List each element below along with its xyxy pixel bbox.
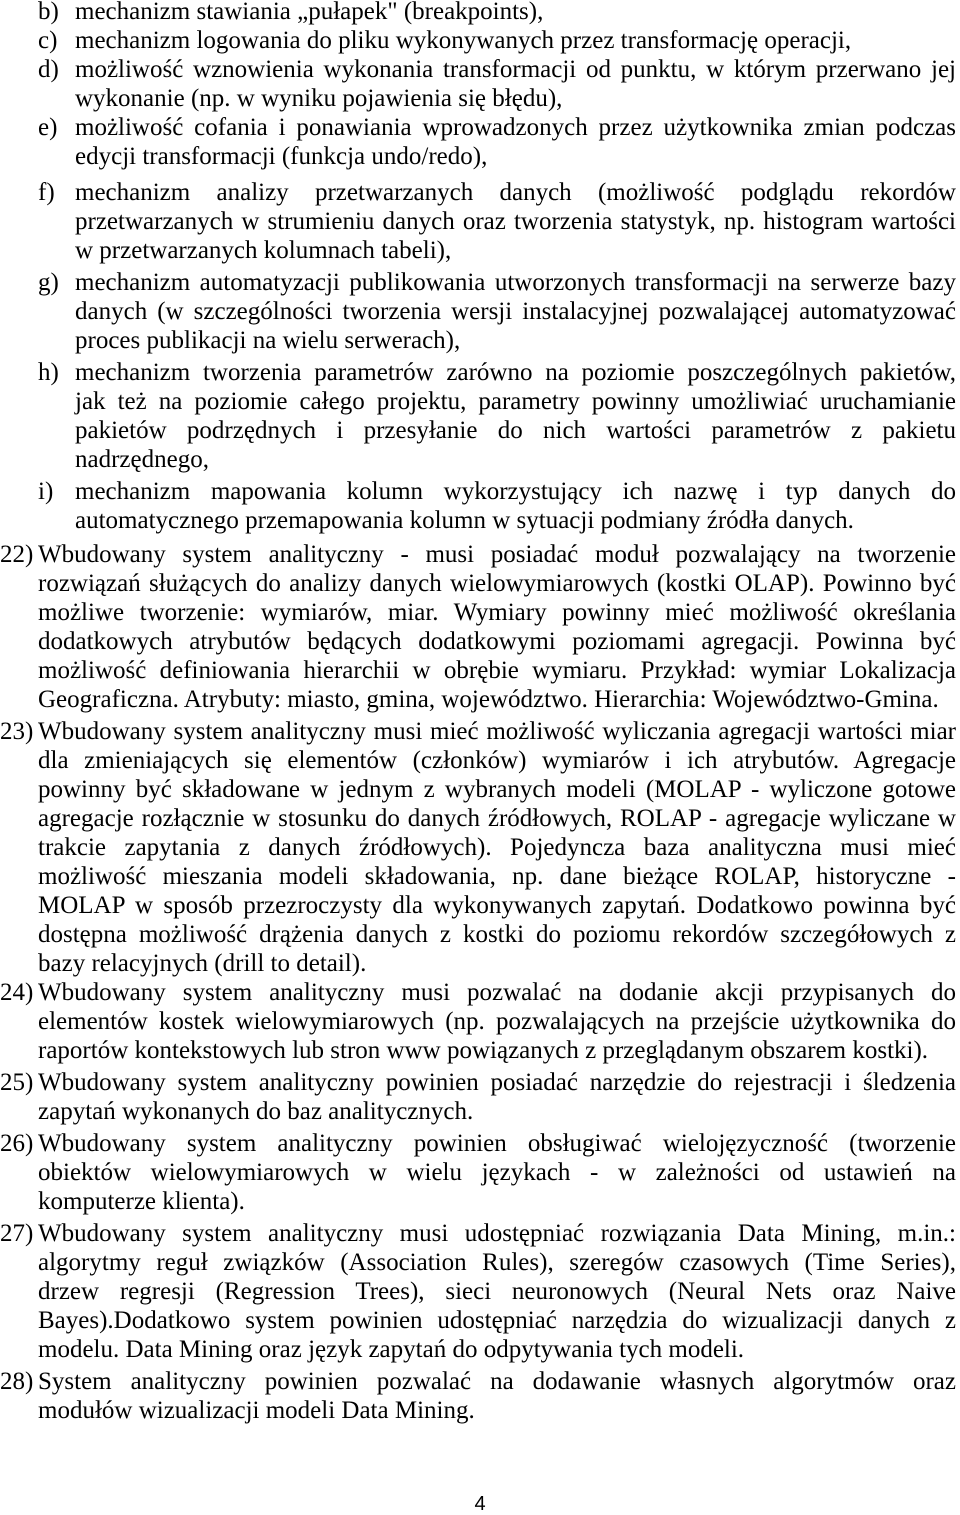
- text-line: dostępna możliwość drążenia danych z kostki do poziomu rekordów szczegółowych z: [38, 921, 956, 948]
- text-line: mechanizm automatyzacji publikowania utworzonych transformacji na serwerze bazy: [75, 269, 956, 296]
- item-text: [38, 1068, 956, 1126]
- list-item-25: [0, 1068, 956, 1126]
- item-text: [38, 978, 956, 1065]
- item-label: b): [38, 0, 59, 25]
- sub-item-f: [38, 178, 956, 265]
- text-line: pakietów podrzędnych i przesyłanie do nich wartości parametrów z pakietu: [75, 417, 956, 444]
- sub-item-i: [38, 477, 956, 535]
- text-line: modułów wizualizacji modeli Data Mining.: [38, 1397, 475, 1424]
- item-text: [75, 55, 956, 113]
- item-label: i): [38, 478, 54, 505]
- text-line: zapytań wykonanych do baz analitycznych.: [38, 1098, 474, 1125]
- item-label: 28): [0, 1368, 34, 1395]
- text-line: wykonanie (np. w wyniku pojawienia się błędu),: [75, 85, 563, 112]
- text-line: Geograficzna. Atrybuty: miasto, gmina, województwo. Hierarchia: Województwo-Gmina.: [38, 686, 939, 713]
- item-text: [75, 26, 956, 55]
- text-line: Wbudowany system analityczny musi udostępniać rozwiązania Data Mining, m.in.:: [38, 1220, 956, 1247]
- text-line: Wbudowany system analityczny - musi posiadać moduł pozwalający na tworzenie: [38, 541, 956, 568]
- item-text: [75, 477, 956, 535]
- sub-item-d: [38, 55, 956, 113]
- text-line: dla zmieniających się elementów (członków) wymiarów i ich atrybutów. Agregacje: [38, 747, 956, 774]
- item-text: [75, 113, 956, 171]
- list-item-26: [0, 1129, 956, 1216]
- text-line: edycji transformacji (funkcja undo/redo),: [75, 143, 488, 170]
- text-line: mechanizm stawiania „pułapek" (breakpoints),: [75, 0, 544, 25]
- list-item-22: [0, 540, 956, 714]
- item-text: [38, 540, 956, 714]
- item-text: [38, 1129, 956, 1216]
- text-line: danych (w szczególności tworzenia wersji instalacyjnej pozwalającej automatyzować: [75, 298, 956, 325]
- item-label: 23): [0, 718, 34, 745]
- text-line: Wbudowany system analityczny powinien obsługiwać wielojęzyczność (tworzenie: [38, 1130, 956, 1157]
- text-line: możliwe tworzenie: wymiarów, miar. Wymiary powinny mieć możliwość określania: [38, 599, 956, 626]
- text-line: możliwość definiowania hierarchii w obrębie wymiaru. Przykład: wymiar Lokalizacja: [38, 657, 956, 684]
- text-line: w przetwarzanych kolumnach tabeli),: [75, 237, 452, 264]
- item-text: [38, 1367, 956, 1425]
- text-line: proces publikacji na wielu serwerach),: [75, 327, 461, 354]
- sub-item-g: [38, 268, 956, 355]
- text-line: modelu. Data Mining oraz język zapytań do odpytywania tych modeli.: [38, 1336, 745, 1363]
- text-line: obiektów wielowymiarowych w wielu językach - w zależności od ustawień na: [38, 1159, 956, 1186]
- text-line: System analityczny powinien pozwalać na dodawanie własnych algorytmów oraz: [38, 1368, 956, 1395]
- text-line: nadrzędnego,: [75, 446, 209, 473]
- text-line: możliwość cofania i ponawiania wprowadzonych przez użytkownika zmian podczas: [75, 114, 956, 141]
- text-line: Wbudowany system analityczny musi pozwalać na dodanie akcji przypisanych do: [38, 979, 956, 1006]
- sub-item-c: [38, 26, 956, 55]
- item-label: 22): [0, 541, 34, 568]
- sub-item-e: [38, 113, 956, 171]
- text-line: mechanizm mapowania kolumn wykorzystujący ich nazwę i typ danych do: [75, 478, 956, 505]
- text-line: możliwość wznowienia wykonania transformacji od punktu, w którym przerwano jej: [75, 56, 956, 83]
- text-line: algorytmy reguł związków (Association Rules), szeregów czasowych (Time Series),: [38, 1249, 956, 1276]
- text-line: rozwiązań służących do analizy danych wielowymiarowych (kostki OLAP). Powinno być: [38, 570, 956, 597]
- text-line: MOLAP w sposób przezroczysty dla wykonywanych zapytań. Dodatkowo powinna być: [38, 892, 956, 919]
- page-number: 4: [474, 1493, 486, 1515]
- text-line: agregacje rozłącznie w stosunku do danych źródłowych, ROLAP - agregacje wyliczane w: [38, 805, 956, 832]
- text-line: Bayes).Dodatkowo system powinien udostępniać narzędzia do wizualizacji danych z: [38, 1307, 956, 1334]
- text-line: mechanizm tworzenia parametrów zarówno na poziomie poszczególnych pakietów,: [75, 359, 956, 386]
- text-line: mechanizm logowania do pliku wykonywanych przez transformację operacji,: [75, 27, 852, 54]
- item-label: h): [38, 359, 59, 386]
- item-label: d): [38, 56, 59, 83]
- list-item-28: [0, 1367, 956, 1425]
- item-label: f): [38, 179, 55, 206]
- text-line: trakcie zapytania z danych źródłowych). Pojedyncza baza analityczna musi mieć: [38, 834, 956, 861]
- text-line: dodatkowych atrybutów będących dodatkowymi poziomami agregacji. Powinna być: [38, 628, 956, 655]
- item-label: 27): [0, 1220, 34, 1247]
- sub-item-b: [38, 0, 956, 26]
- item-label: c): [38, 27, 58, 54]
- item-text: [75, 358, 956, 474]
- item-label: g): [38, 269, 59, 296]
- text-line: możliwość mieszania modeli składowania, np. dane bieżące ROLAP, historyczne -: [38, 863, 956, 890]
- text-line: raportów kontekstowych lub stron www powiązanych z przeglądanym obszarem kostki).: [38, 1037, 929, 1064]
- text-line: komputerze klienta).: [38, 1188, 245, 1215]
- text-line: Wbudowany system analityczny musi mieć możliwość wyliczania agregacji wartości miar: [38, 718, 956, 745]
- item-label: 26): [0, 1130, 34, 1157]
- sub-item-h: [38, 358, 956, 474]
- item-text: [75, 178, 956, 265]
- item-text: [38, 717, 956, 978]
- text-line: Wbudowany system analityczny powinien posiadać narzędzie do rejestracji i śledzenia: [38, 1069, 956, 1096]
- item-label: e): [38, 114, 58, 141]
- item-text: [75, 0, 956, 26]
- item-label: 24): [0, 979, 34, 1006]
- text-line: automatycznego przemapowania kolumn w sytuacji podmiany źródła danych.: [75, 507, 854, 534]
- text-line: przetwarzanych w strumieniu danych oraz tworzenia statystyk, np. histogram wartości: [75, 208, 956, 235]
- text-line: mechanizm analizy przetwarzanych danych (możliwość podglądu rekordów: [75, 179, 956, 206]
- text-line: elementów kostek wielowymiarowych (np. pozwalających na przejście użytkownika do: [38, 1008, 956, 1035]
- text-line: jak też na poziomie całego projektu, parametry powinny umożliwiać uruchamianie: [75, 388, 956, 415]
- text-line: powinny być składowane w jednym z wybranych modeli (MOLAP - wyliczone gotowe: [38, 776, 956, 803]
- list-item-27: [0, 1219, 956, 1364]
- list-item-23: [0, 717, 956, 978]
- item-label: 25): [0, 1069, 34, 1096]
- item-text: [38, 1219, 956, 1364]
- item-text: [75, 268, 956, 355]
- text-line: bazy relacyjnych (drill to detail).: [38, 950, 367, 977]
- text-line: drzew regresji (Regression Trees), sieci neuronowych (Neural Nets oraz Naive: [38, 1278, 956, 1305]
- list-item-24: [0, 978, 956, 1065]
